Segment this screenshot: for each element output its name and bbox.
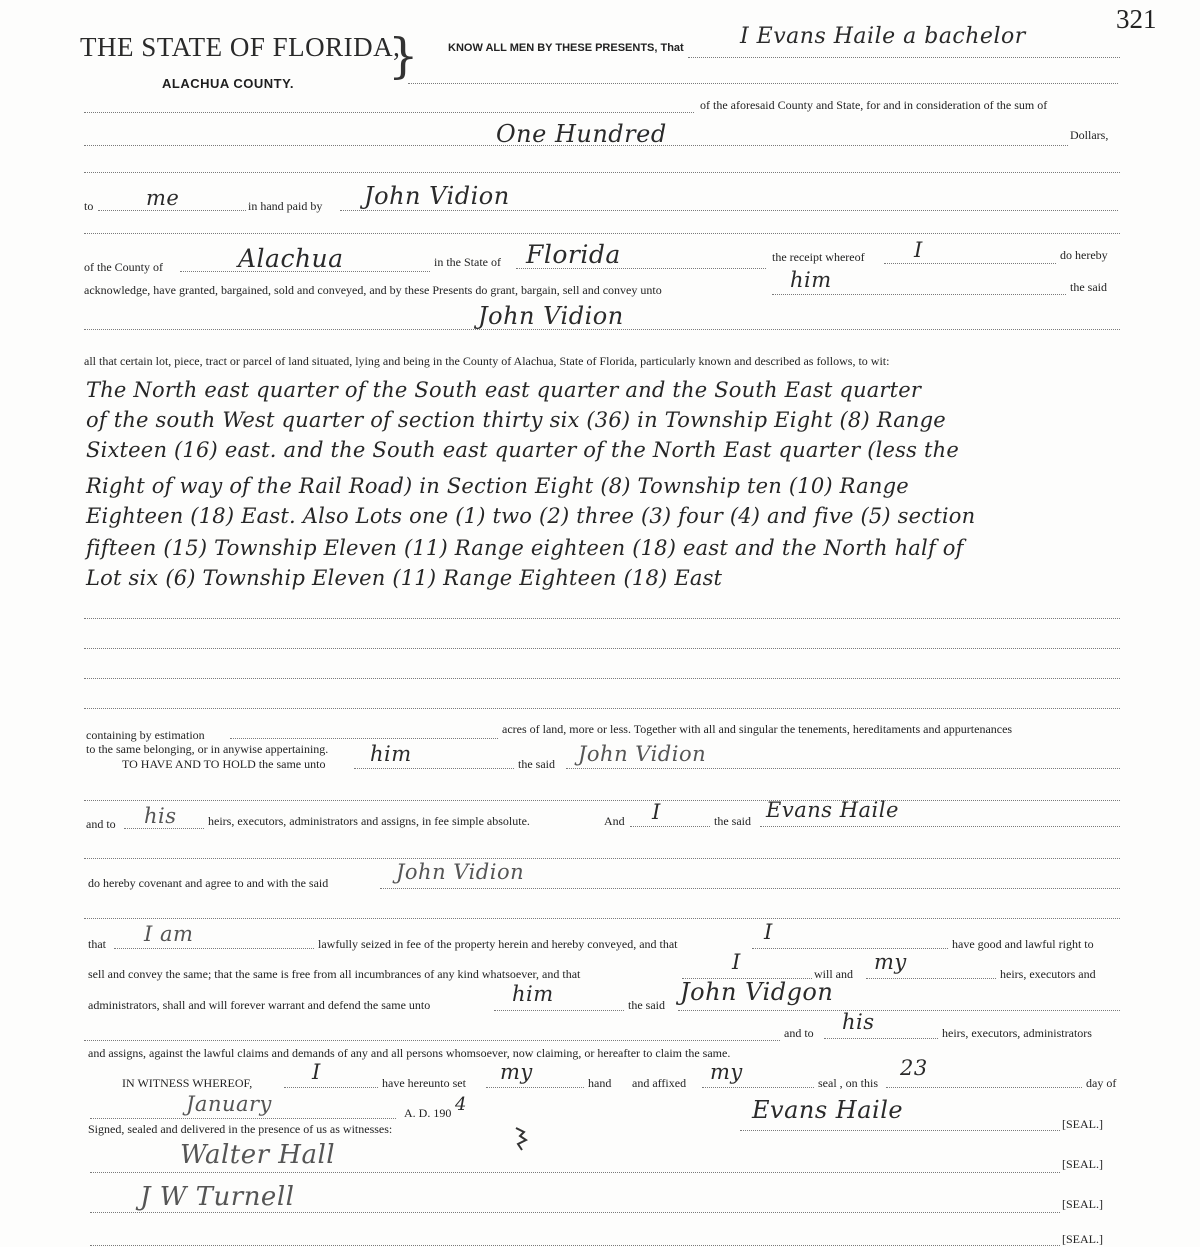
all-that-certain-text: all that certain lot, piece, tract or parcel of land situated, lying and being in the County of Alachua, State of Florida, particularly known and described as follows, to wit:	[84, 354, 890, 368]
brace-mark: }	[388, 28, 419, 84]
admin-grantee-hand: John Vidgon	[680, 978, 834, 1006]
ink-mark-icon	[512, 1126, 530, 1152]
state-hand: Florida	[526, 240, 621, 269]
description-line-3: Sixteen (16) east. and the South east quarter of the North East quarter (less the	[86, 438, 959, 462]
and-hand: I	[652, 800, 661, 824]
rule-line	[90, 1118, 396, 1119]
seal-on-this-text: seal , on this	[818, 1076, 878, 1090]
acres-text: acres of land, more or less. Together with all and singular the tenements, hereditaments and appurtenances	[502, 722, 1013, 736]
and-to-hand: his	[144, 804, 177, 828]
rule-line	[284, 1087, 378, 1088]
rule-line	[84, 618, 1120, 619]
day-hand: 23	[900, 1056, 928, 1080]
know-all-men: KNOW ALL MEN BY THESE PRESENTS, That	[448, 42, 684, 54]
rule-line	[630, 826, 710, 827]
rule-line	[84, 1040, 780, 1041]
rule-line	[84, 858, 1120, 859]
affixed-hand: my	[710, 1060, 743, 1084]
of-the-county-text: of the County of	[84, 260, 163, 274]
unto-hand: him	[370, 742, 412, 766]
to-text: to	[84, 199, 94, 213]
covenant-hand: John Vidion	[396, 860, 525, 884]
seal-label-1: [SEAL.]	[1062, 1117, 1103, 1131]
to-hand: me	[146, 186, 180, 210]
and-to-text: and to	[86, 817, 116, 831]
rule-line	[866, 978, 996, 979]
description-line-4: Right of way of the Rail Road) in Section Eight (8) Township ten (10) Range	[86, 474, 909, 498]
containing-text: containing by estimation	[86, 728, 205, 742]
rule-line	[824, 1038, 938, 1039]
rule-line	[84, 112, 694, 113]
month-hand: January	[186, 1092, 272, 1116]
description-line-7: Lot six (6) Township Eleven (11) Range Eighteen (18) East	[86, 566, 723, 590]
and-to-2-hand: his	[842, 1010, 875, 1034]
rule-line	[772, 294, 1066, 295]
the-said-text: the said	[1070, 280, 1107, 294]
grantee-hand-2: John Vidion	[578, 742, 707, 766]
description-line-5: Eighteen (18) East. Also Lots one (1) two (2) three (3) four (4) and five (5) section	[86, 504, 976, 528]
rule-line	[114, 948, 314, 949]
state-title: THE STATE OF FLORIDA,	[80, 32, 401, 62]
receipt-whereof-text: the receipt whereof	[772, 250, 865, 264]
in-the-state-text: in the State of	[434, 255, 501, 269]
witness-hand: I	[312, 1060, 321, 1084]
description-line-6: fifteen (15) Township Eleven (11) Range eighteen (18) east and the North half of	[86, 536, 964, 560]
witness-2-signature: J W Turnell	[140, 1182, 295, 1212]
rule-line	[354, 768, 514, 769]
receipt-hand: I	[914, 238, 923, 262]
rule-line	[678, 1010, 1120, 1011]
covenant-text: do hereby covenant and agree to and with the said	[88, 876, 329, 890]
page-number: 321	[1116, 4, 1157, 34]
lawfully-text: lawfully seized in fee of the property herein and hereby conveyed, and that	[318, 937, 678, 951]
rule-line	[408, 83, 1118, 84]
rule-line	[688, 57, 1120, 58]
the-said-text-2: the said	[518, 757, 555, 771]
heirs-fee-text: heirs, executors, administrators and assigns, in fee simple absolute.	[208, 814, 530, 828]
rule-line	[84, 145, 1068, 146]
acknowledge-text: acknowledge, have granted, bargained, sold and conveyed, and by these Presents do grant, bargain, sell and convey unto	[84, 283, 662, 297]
in-hand-paid-by-text: in hand paid by	[248, 199, 323, 213]
payer-hand: John Vidion	[364, 182, 510, 210]
rule-line	[702, 1087, 814, 1088]
administrators-text: administrators, shall and will forever warrant and defend the same unto	[88, 998, 431, 1012]
rule-line	[84, 329, 1120, 330]
have-good-text: have good and lawful right to	[952, 937, 1094, 951]
sell-convey-text: sell and convey the same; that the same is free from all incumbrances of any kind whatsoever, and that	[88, 967, 581, 981]
admin-hand: him	[512, 982, 554, 1006]
rule-line	[380, 888, 1120, 889]
grantor-signature: Evans Haile	[752, 1096, 904, 1124]
sum-hand: One Hundred	[496, 120, 667, 148]
rule-line	[84, 233, 1120, 234]
dollars-text: Dollars,	[1070, 128, 1109, 142]
rule-line	[90, 1245, 1060, 1246]
rule-line	[340, 210, 1118, 211]
rule-line	[884, 263, 1056, 264]
rule-line	[740, 1130, 1060, 1131]
rule-line	[84, 800, 1120, 801]
heirs-exec-admin-text: heirs, executors, administrators	[942, 1026, 1092, 1040]
rule-line	[124, 828, 204, 829]
aforesaid-text: of the aforesaid County and State, for and in consideration of the sum of	[700, 98, 1048, 112]
county-hand: Alachua	[238, 244, 344, 273]
that-hand: I am	[144, 922, 194, 946]
seal-label-4: [SEAL.]	[1062, 1232, 1103, 1246]
and-text: And	[604, 814, 625, 828]
grantee-hand: John Vidion	[478, 302, 624, 330]
ad-text: A. D. 190	[404, 1106, 452, 1120]
in-witness-text: IN WITNESS WHEREOF,	[122, 1076, 253, 1090]
set-hand: my	[500, 1060, 533, 1084]
rule-line	[566, 768, 1120, 769]
do-hereby-text: do hereby	[1060, 248, 1108, 262]
will-and-text: will and	[814, 967, 853, 981]
and-to-text-2: and to	[784, 1026, 814, 1040]
rule-line	[486, 1087, 584, 1088]
rule-line	[760, 826, 1120, 827]
day-of-text: day of	[1086, 1076, 1117, 1090]
rule-line	[84, 648, 1120, 649]
lawfully-hand: I	[764, 920, 773, 944]
rule-line	[494, 1010, 624, 1011]
grantor-name-hand: I Evans Haile a bachelor	[740, 24, 1026, 49]
belonging-text: to the same belonging, or in anywise appertaining.	[86, 742, 329, 756]
will-hand: my	[874, 950, 907, 974]
heirs-exec-text: heirs, executors and	[1000, 967, 1096, 981]
rule-line	[90, 1172, 1060, 1173]
rule-line	[84, 172, 1120, 173]
county-title: ALACHUA COUNTY.	[162, 76, 294, 91]
signed-sealed-text: Signed, sealed and delivered in the presence of us as witnesses:	[88, 1122, 393, 1136]
and-assigns-text: and assigns, against the lawful claims and demands of any and all persons whomsoever, now claiming, or hereafter to claim the same.	[88, 1046, 731, 1060]
seal-label-3: [SEAL.]	[1062, 1197, 1103, 1211]
convey-unto-hand: him	[790, 268, 832, 292]
rule-line	[84, 708, 1120, 709]
to-have-text: TO HAVE AND TO HOLD the same unto	[122, 757, 326, 771]
rule-line	[84, 918, 1120, 919]
have-hereunto-text: have hereunto set	[382, 1076, 466, 1090]
the-said-text-3: the said	[714, 814, 751, 828]
description-line-1: The North east quarter of the South east quarter and the South East quarter	[86, 378, 922, 402]
rule-line	[98, 210, 246, 211]
hand-text: hand	[588, 1076, 612, 1090]
year-hand: 4	[455, 1094, 467, 1115]
grantor-hand-2: Evans Haile	[766, 798, 899, 822]
sell-hand: I	[732, 950, 741, 974]
rule-line	[752, 948, 948, 949]
seal-label-2: [SEAL.]	[1062, 1157, 1103, 1171]
that-text: that	[88, 937, 106, 951]
and-affixed-text: and affixed	[632, 1076, 687, 1090]
rule-line	[84, 678, 1120, 679]
rule-line	[90, 1212, 1060, 1213]
rule-line	[230, 738, 498, 739]
witness-1-signature: Walter Hall	[180, 1140, 336, 1170]
description-line-2: of the south West quarter of section thirty six (36) in Township Eight (8) Range	[86, 408, 946, 432]
the-said-text-4: the said	[628, 998, 665, 1012]
rule-line	[886, 1087, 1082, 1088]
